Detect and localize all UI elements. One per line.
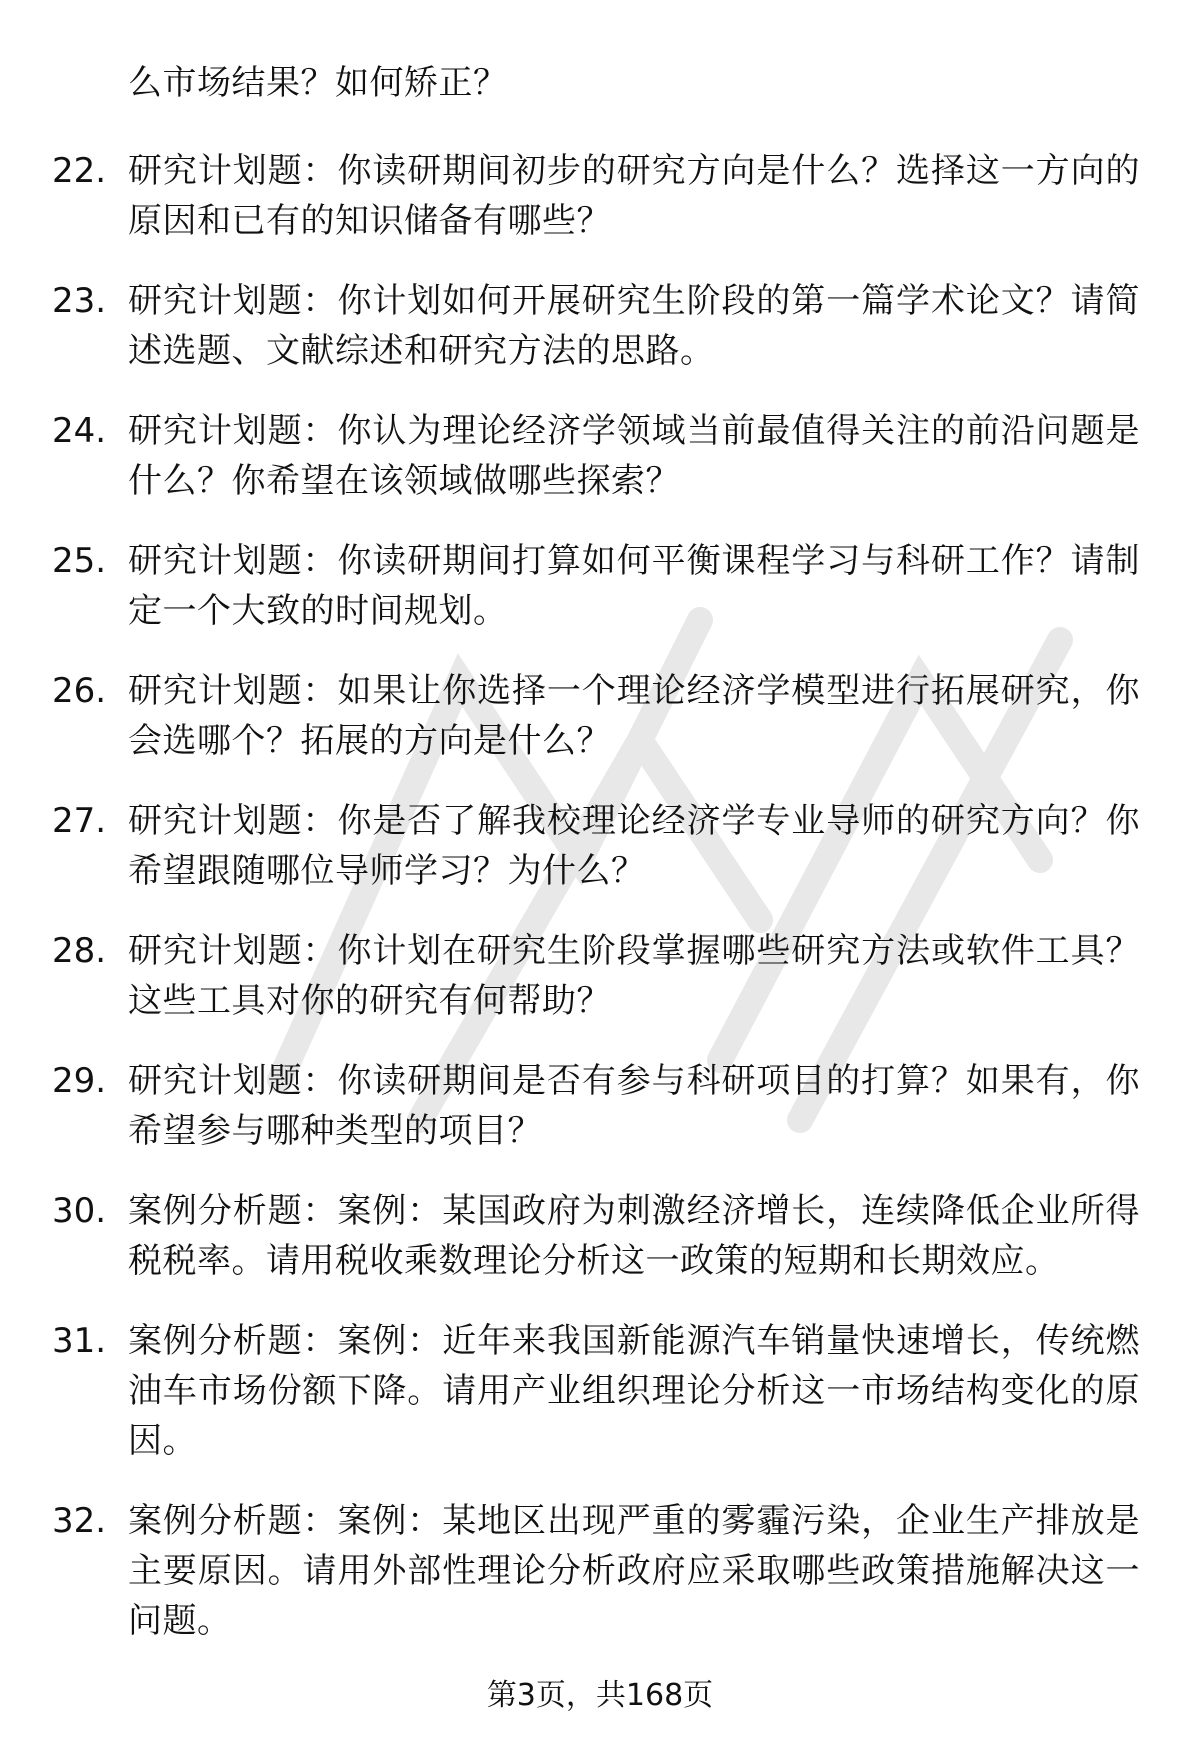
question-text: 案例分析题：案例：某地区出现严重的雾霾污染，企业生产排放是主要原因。请用外部性理论分析政府应采取哪些政策措施解决这一问题。 — [128, 1501, 1140, 1641]
continuation-text: 么市场结果？如何矫正？ — [128, 63, 508, 103]
list-item — [0, 796, 1200, 926]
list-item — [0, 276, 1200, 406]
list-item — [0, 1316, 1200, 1496]
list-item — [0, 666, 1200, 796]
list-item — [0, 1496, 1200, 1676]
question-number: 31. — [52, 1321, 107, 1361]
question-number: 24. — [52, 411, 107, 451]
question-number: 27. — [52, 801, 107, 841]
question-number: 25. — [52, 541, 107, 581]
question-text: 研究计划题：你认为理论经济学领域当前最值得关注的前沿问题是什么？你希望在该领域做哪些探索？ — [128, 411, 1140, 501]
question-text: 研究计划题：你是否了解我校理论经济学专业导师的研究方向？你希望跟随哪位导师学习？为什么？ — [128, 801, 1140, 891]
question-text: 研究计划题：你计划如何开展研究生阶段的第一篇学术论文？请简述选题、文献综述和研究方法的思路。 — [128, 281, 1140, 371]
list-item — [0, 536, 1200, 666]
question-text: 研究计划题：你读研期间是否有参与科研项目的打算？如果有，你希望参与哪种类型的项目？ — [128, 1061, 1140, 1151]
question-number: 23. — [52, 281, 107, 321]
question-number: 30. — [52, 1191, 107, 1231]
page-footer: 第3页，共168页 — [486, 1678, 714, 1713]
question-text: 研究计划题：你读研期间初步的研究方向是什么？选择这一方向的原因和已有的知识储备有哪些？ — [128, 151, 1140, 241]
question-number: 28. — [52, 931, 107, 971]
question-number: 29. — [52, 1061, 107, 1101]
question-text: 案例分析题：案例：某国政府为刺激经济增长，连续降低企业所得税税率。请用税收乘数理论分析这一政策的短期和长期效应。 — [128, 1191, 1140, 1281]
question-text: 研究计划题：你读研期间打算如何平衡课程学习与科研工作？请制定一个大致的时间规划。 — [128, 541, 1140, 631]
question-list — [0, 146, 1200, 1676]
question-text: 研究计划题：如果让你选择一个理论经济学模型进行拓展研究，你会选哪个？拓展的方向是什么？ — [128, 671, 1140, 761]
list-item — [0, 926, 1200, 1056]
list-item — [0, 1056, 1200, 1186]
question-text: 案例分析题：案例：近年来我国新能源汽车销量快速增长，传统燃油车市场份额下降。请用产业组织理论分析这一市场结构变化的原因。 — [128, 1321, 1140, 1461]
list-item — [0, 406, 1200, 536]
list-item — [0, 146, 1200, 276]
question-number: 22. — [52, 151, 107, 191]
question-number: 26. — [52, 671, 107, 711]
question-number: 32. — [52, 1501, 107, 1541]
list-item — [0, 1186, 1200, 1316]
question-text: 研究计划题：你计划在研究生阶段掌握哪些研究方法或软件工具？这些工具对你的研究有何帮助？ — [128, 931, 1140, 1021]
